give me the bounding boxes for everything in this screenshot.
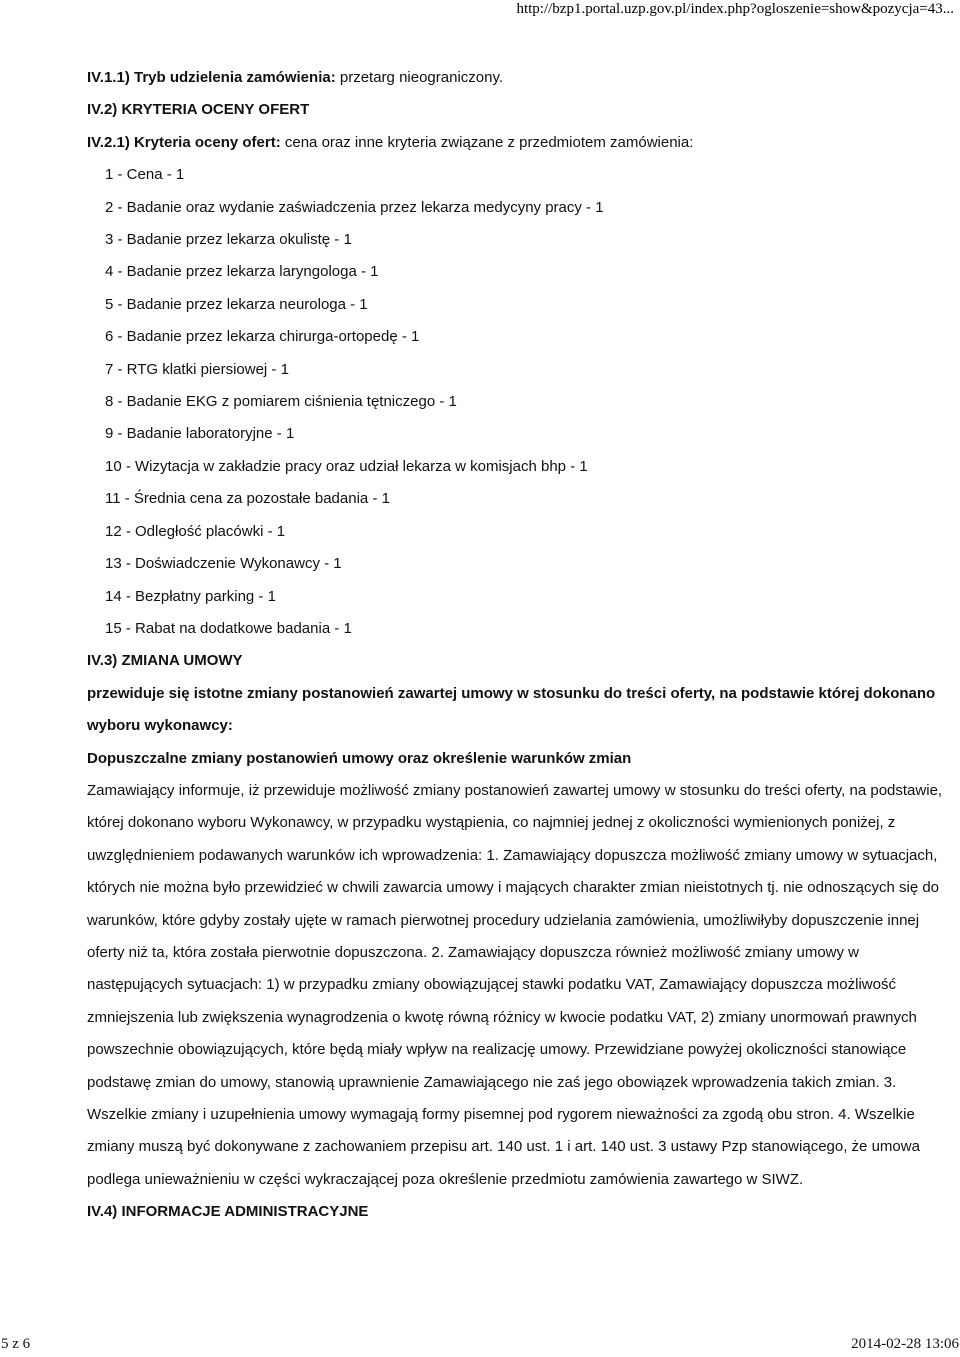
section-iv-2-1-label: IV.2.1) Kryteria oceny ofert:	[87, 133, 281, 151]
section-iv-3-intro: przewiduje się istotne zmiany postanowień zawartej umowy w stosunku do treści oferty, na podstawie której dokonano wyboru wykonawcy:	[87, 684, 936, 735]
section-iv-1-1	[87, 62, 953, 94]
criterion-item: 12 - Odległość placówki - 1	[105, 522, 286, 540]
criterion-item: 13 - Doświadczenie Wykonawcy - 1	[105, 555, 342, 573]
criterion-item: 10 - Wizytacja w zakładzie pracy oraz udział lekarza w komisjach bhp - 1	[105, 457, 588, 475]
document-content	[87, 62, 953, 1229]
criterion-item: 9 - Badanie laboratoryjne - 1	[105, 425, 295, 443]
print-datetime: 2014-02-28 13:06	[851, 1336, 959, 1352]
criterion-item: 6 - Badanie przez lekarza chirurga-ortopedę - 1	[105, 328, 420, 346]
criterion-item: 3 - Badanie przez lekarza okulistę - 1	[105, 231, 352, 249]
criterion-item: 7 - RTG klatki piersiowej - 1	[105, 360, 289, 378]
section-iv-2-heading: IV.2) KRYTERIA OCENY OFERT	[87, 101, 310, 119]
criterion-item: 14 - Bezpłatny parking - 1	[105, 587, 276, 605]
criterion-item: 11 - Średnia cena za pozostałe badania - 1	[105, 490, 390, 508]
page-number: 5 z 6	[1, 1336, 31, 1352]
section-iv-1-1-label: IV.1.1) Tryb udzielenia zamówienia:	[87, 69, 336, 86]
criterion-item: 4 - Badanie przez lekarza laryngologa - 1	[105, 263, 379, 281]
section-iv-3-body: Zamawiający informuje, iż przewiduje możliwość zmiany postanowień zawartej umowy w stosunku do treści oferty, na podstawie, której dokonano wyboru Wykonawcy, w przypadku wystąpienia, co najmniej jednej z okoliczności wymienionych poniżej, z uwzględnieniem podawanych warunków ich wprowadzenia: 1. Zamawiający dopuszcza możliwość zmiany umowy w sytuacjach, których nie można było przewidzieć w chwili zawarcia umowy i mających charakter zmian nieistotnych tj. nie odnoszących się do warunków, które gdyby zostały ujęte w ramach pierwotnej procedury udzielania zamówienia, umożliwiłyby dopuszczenie innej oferty niż ta, która została pierwotnie dopuszczona. 2. Zamawiający dopuszcza również możliwość zmiany umowy w następujących sytuacjach: 1) w przypadku zmiany obowiązującej stawki podatku VAT, Zamawiający dopuszcza możliwość zmniejszenia lub zwiększenia wynagrodzenia o kwotę równą różnicy w kwocie podatku VAT, 2) zmiany unormowań prawnych powszechnie obowiązujących, które będą miały wpływ na realizację umowy. Przewidziane powyżej okoliczności stanowiące podstawę zmian do umowy, stanowią uprawnienie Zamawiającego nie zaś jego obowiązek wprowadzenia takich zmian. 3. Wszelkie zmiany i uzupełnienia umowy wymagają formy pisemnej pod rygorem nieważności za zgodą obu stron. 4. Wszelkie zmiany muszą być dokonywane z zachowaniem przepisu art. 140 ust. 1 i art. 140 ust. 3 ustawy Pzp stanowiącego, że umowa podlega unieważnieniu w części wykraczającej poza określenie przedmiotu zamówienia zawartego w SIWZ.	[87, 781, 943, 1188]
section-iv-2-1	[87, 127, 953, 159]
criterion-item: 15 - Rabat na dodatkowe badania - 1	[105, 619, 352, 637]
section-iv-4-heading: IV.4) INFORMACJE ADMINISTRACYJNE	[87, 1203, 369, 1221]
criterion-item: 1 - Cena - 1	[105, 166, 185, 184]
criterion-item: 8 - Badanie EKG z pomiarem ciśnienia tętniczego - 1	[105, 393, 457, 411]
criterion-item: 5 - Badanie przez lekarza neurologa - 1	[105, 295, 368, 313]
section-iv-1-1-value: przetarg nieograniczony.	[335, 69, 504, 86]
criterion-item: 2 - Badanie oraz wydanie zaświadczenia przez lekarza medycyny pracy - 1	[105, 198, 604, 216]
section-iv-3-heading: IV.3) ZMIANA UMOWY	[87, 652, 243, 670]
section-iv-2-1-value: cena oraz inne kryteria związane z przedmiotem zamówienia:	[280, 133, 694, 151]
header-url: http://bzp1.portal.uzp.gov.pl/index.php?ogloszenie=show&pozycja=43...	[516, 1, 954, 17]
section-iv-3-subheading: Dopuszczalne zmiany postanowień umowy oraz określenie warunków zmian	[87, 749, 632, 767]
